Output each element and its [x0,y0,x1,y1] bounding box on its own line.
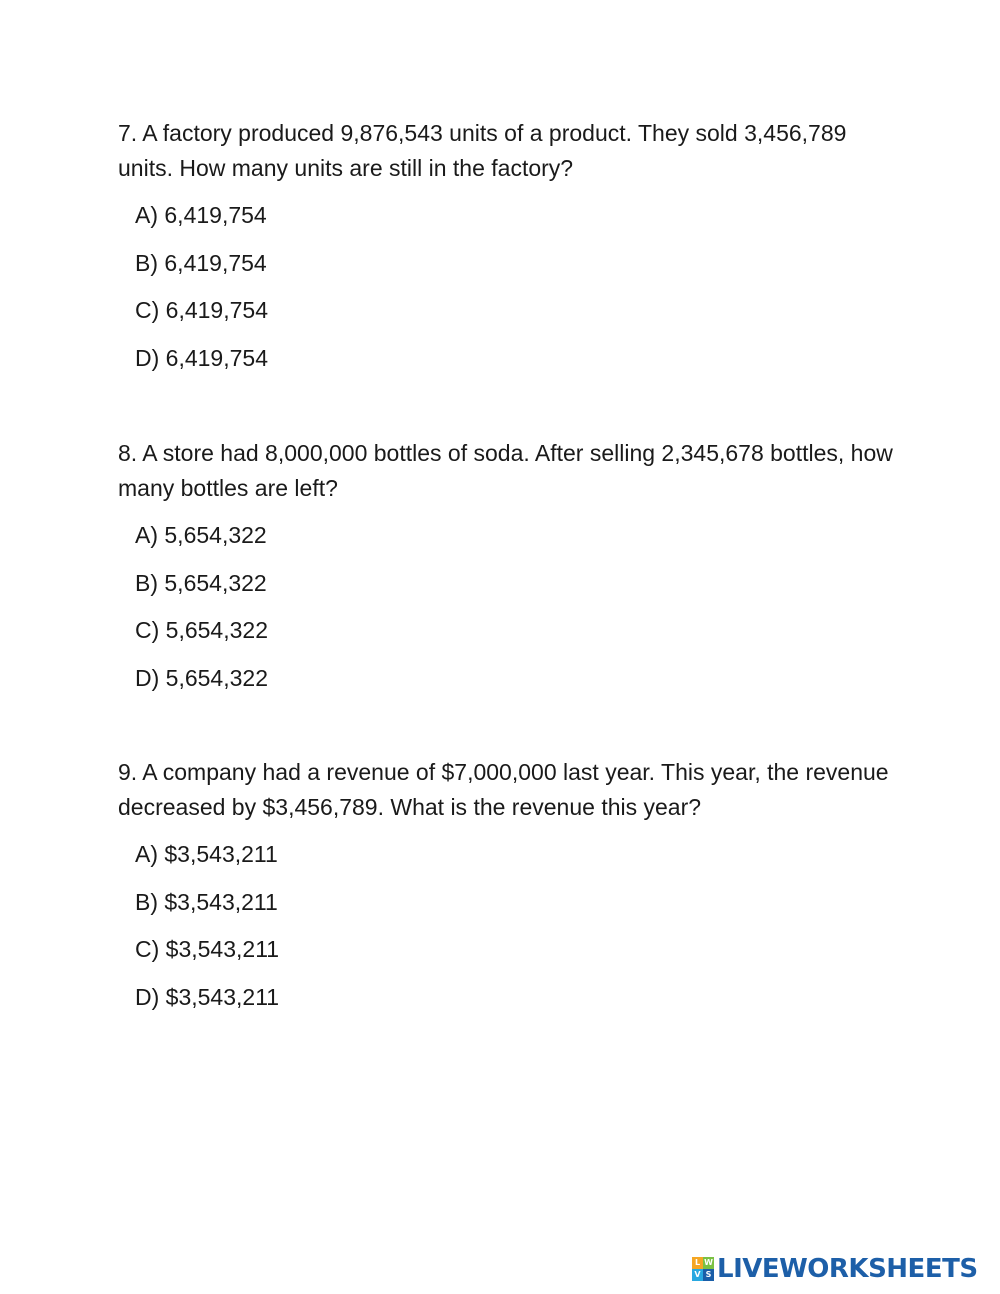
question-9-text: 9. A company had a revenue of $7,000,000 last year. This year, the revenue decreased by $3,456,789. What is the revenue this year? [118,759,889,820]
question-9-option-a[interactable]: A) $3,543,211 [135,841,278,867]
question-9-option-b[interactable]: B) $3,543,211 [135,888,278,915]
logo-mark-letter-s: S [703,1269,714,1281]
question-9 [118,755,898,1027]
question-7-option-b[interactable]: B) 6,419,754 [135,249,267,276]
question-7-options [135,198,898,376]
question-8 [118,436,898,708]
question-8-option-a[interactable]: A) 5,654,322 [135,522,267,548]
question-7 [118,116,898,388]
logo-mark-letter-w: W [704,1258,713,1267]
question-7-option-d[interactable]: D) 6,419,754 [135,344,268,371]
question-7-text: 7. A factory produced 9,876,543 units of a product. They sold 3,456,789 units. How many units are still in the factory? [118,120,847,181]
liveworksheets-logo-text: LIVEWORKSHEETS [717,1254,978,1284]
question-8-options [135,518,898,696]
question-8-option-c[interactable]: C) 5,654,322 [135,617,268,643]
question-9-option-c[interactable]: C) $3,543,211 [135,936,280,962]
question-8-text: 8. A store had 8,000,000 bottles of soda. After selling 2,345,678 bottles, how many bottles are left? [118,440,893,501]
question-7-option-c[interactable]: C) 6,419,754 [135,297,268,323]
question-8-option-b[interactable]: B) 5,654,322 [135,569,267,596]
question-8-option-d[interactable]: D) 5,654,322 [135,664,268,691]
logo-mark-letter-v: V [692,1269,703,1281]
question-9-options [135,837,898,1015]
logo-mark-letter-l: L [692,1257,703,1269]
question-9-option-d[interactable]: D) $3,543,211 [135,983,280,1010]
liveworksheets-logo [692,1254,978,1284]
liveworksheets-logo-icon [692,1257,714,1281]
question-7-option-a[interactable]: A) 6,419,754 [135,202,267,228]
